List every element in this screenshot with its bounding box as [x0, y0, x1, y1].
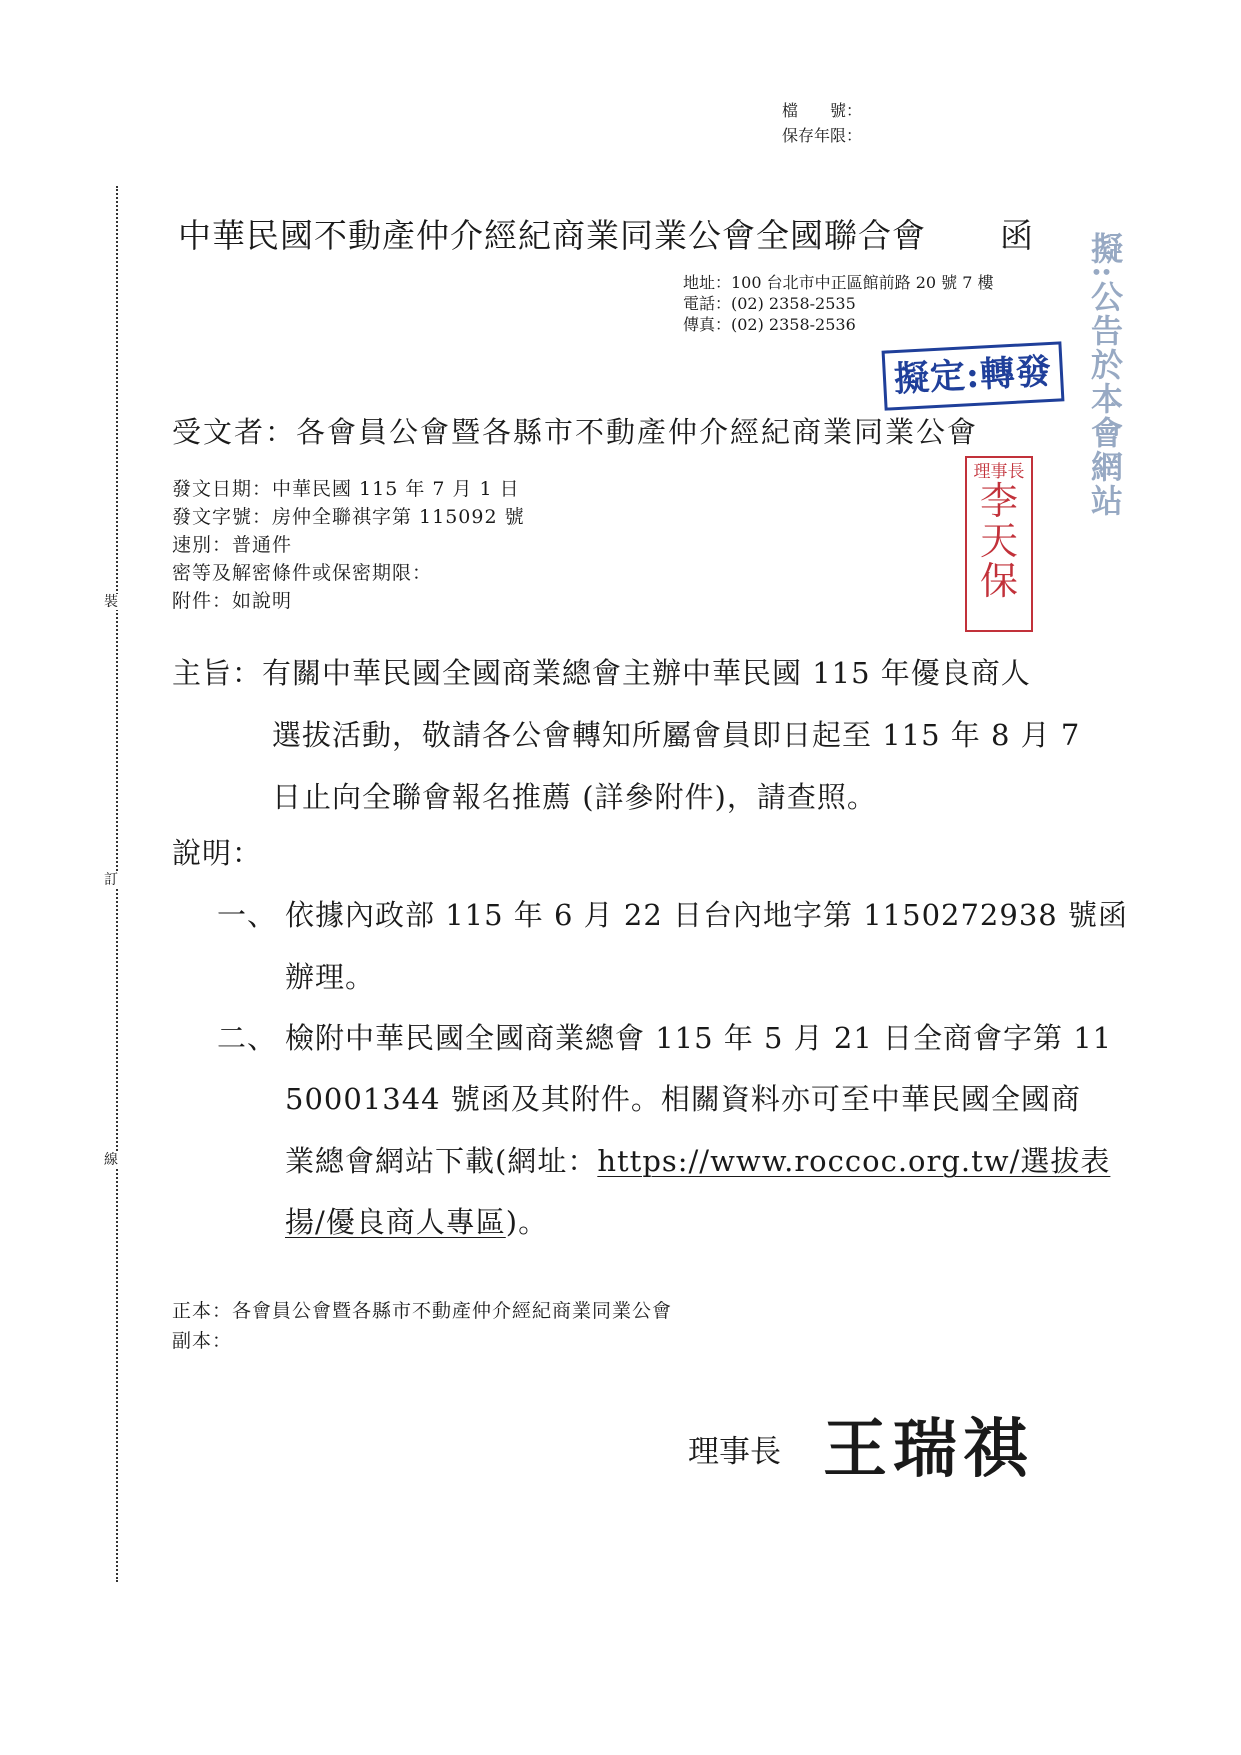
item-1-line-2: 辦理。: [285, 960, 376, 994]
recipient: 受文者：各會員公會暨各縣市不動產仲介經紀商業同業公會: [172, 415, 979, 449]
secrecy-level: 密等及解密條件或保密期限：: [172, 562, 433, 584]
seal-name-char: 李: [979, 479, 1018, 523]
reference-number: 發文字號：房仲全聯祺字第 115092 號: [172, 506, 525, 528]
item-2-line-3-prefix: 業總會網站下載(網址：: [285, 1144, 598, 1178]
subject-line-2: 選拔活動，敬請各公會轉知所屬會員即日起至 115 年 8 月 7: [272, 718, 1081, 752]
chairman-seal: [965, 456, 1033, 632]
attachment-note: 附件：如說明: [172, 590, 293, 612]
item-2-line-2: 50001344 號函及其附件。相關資料亦可至中華民國全國商: [285, 1082, 1081, 1116]
binding-mark-ding: 訂: [104, 872, 118, 888]
item-2-line-4-suffix: )。: [505, 1205, 549, 1239]
org-address: 地址：100 台北市中正區館前路 20 號 7 樓: [683, 273, 994, 292]
file-number-label: 檔 號：: [782, 101, 863, 120]
handwritten-side-note: 擬:公告於本會網站: [1086, 232, 1124, 518]
issue-date: 發文日期：中華民國 115 年 7 月 1 日: [172, 478, 520, 500]
explanation-heading: 說明：: [172, 836, 263, 870]
distribution-copy: 副本：: [172, 1330, 233, 1352]
seal-name-char: 天: [979, 519, 1018, 563]
item-1-line-1: 依據內政部 115 年 6 月 22 日台內地字第 1150272938 號函: [285, 898, 1128, 932]
forward-stamp: 擬定:轉發: [882, 341, 1065, 410]
seal-title: 理事長: [973, 462, 1025, 482]
roccoc-website-link-cont[interactable]: 揚/優良商人專區: [285, 1205, 506, 1239]
item-2-number: 二、: [217, 1021, 278, 1055]
organization-title: 中華民國不動產仲介經紀商業同業公會全國聯合會: [178, 216, 926, 255]
retention-period-label: 保存年限：: [782, 126, 863, 145]
binding-mark-xian: 線: [104, 1152, 118, 1168]
signature-name: 王瑞祺: [823, 1413, 1033, 1487]
item-2-line-3: [285, 1139, 1110, 1180]
org-phone: 電話：(02) 2358-2535: [683, 294, 856, 313]
roccoc-website-link[interactable]: https://www.roccoc.org.tw/選拔表: [597, 1144, 1111, 1178]
item-1-number: 一、: [217, 898, 278, 932]
item-2-line-1: 檢附中華民國全國商業總會 115 年 5 月 21 日全商會字第 11: [285, 1021, 1113, 1055]
subject-line-1: 主旨：有關中華民國全國商業總會主辦中華民國 115 年優良商人: [172, 656, 1031, 690]
item-2-line-4: [285, 1200, 548, 1241]
speed-category: 速別：普通件: [172, 534, 293, 556]
seal-name-char: 保: [979, 559, 1018, 603]
subject-line-3: 日止向全聯會報名推薦 (詳參附件)，請查照。: [272, 780, 877, 814]
distribution-original: 正本：各會員公會暨各縣市不動產仲介經紀商業同業公會: [172, 1300, 673, 1322]
signature-title: 理事長: [688, 1434, 781, 1470]
binding-mark-zhuang: 裝: [104, 594, 118, 610]
org-fax: 傳真：(02) 2358-2536: [683, 315, 856, 334]
document-type: 函: [1000, 216, 1033, 255]
